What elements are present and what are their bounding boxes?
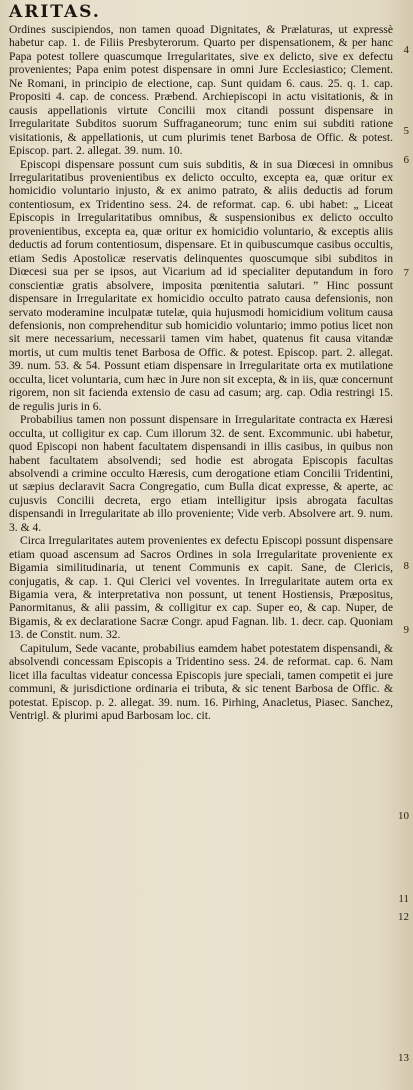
- margin-number: 9: [403, 624, 409, 636]
- margin-number: 7: [403, 267, 409, 279]
- paragraph-3: Probabilius tamen non possunt dispensare in Irregularitate contracta ex Hæresi occulta, ut colligitur ex cap. Cum illorum 32. de sent. Excommunic. ubi habetur, quod Episcopi non habent facultatem dispensandi in illis casibus, in quibus non habent facultatem absolvendi; sed hodie est abrogata Episcopis facultas absolvendi a crimine occulto Hæresis, cum derogatione etiam Concilii Tridentini, ut sæpius declaravit Sacra Congregatio, cum Bulla dicat expresse, & aperte, ac cujusvis Concilii decreta, ergo etiam intelligitur ipsis abrogata facultas dispensandi in Irregularitate ab illo proveniente; Vide verb. Absolvere art. 9. num. 3. & 4.: [9, 413, 393, 534]
- margin-number: 8: [403, 560, 409, 572]
- paragraph-5: Capitulum, Sede vacante, probabilius eamdem habet potestatem dispensandi, & absolvendi concessam Episcopis a Tridentino sess. 24. de reformat. cap. 6. Nam licet illa facultas videatur concessa Episcopis jure speciali, tamen competit ei jure communi, & jurisdictione ordinaria ei tributa, & sic tenent Barbosa de Offic. & potestat. Episcop. p. 2. allegat. 39. num. 16. Pirhing, Anacletus, Piasec. Sanchez, Ventrigl. & plurimi apud Barbosam loc. cit.: [9, 641, 393, 723]
- margin-number: 10: [398, 810, 409, 822]
- margin-number: 5: [403, 125, 409, 137]
- paragraph-2: Episcopi dispensare possunt cum suis subditis, & in sua Diœcesi in omnibus Irregularitatibus provenientibus ex delicto occulto, excepta ea, quæ oritur ex homicidio voluntario injusto, & ex animo patrato, & aliis deductis ad forum contentiosum, ex Tridentino sess. 24. de reformat. cap. 6. ubi habet: „ Liceat Episcopis in Irregularitatibus omnibus, & suspensionibus ex delicto occulto provenientibus, excepta ea, quæ oritur ex homicidio voluntario, & exceptis aliis deductis ad forum contentiosum, dispensare. Et in quibuscumque casibus occultis, etiam Sedis Apostolicæ reservatis delinquentes quoscumque sibi subditos in Diœcesi sua per se ipsos, aut Vicarium ad id specialiter deputandum in foro conscientiæ gratis absolvere, imposita pœnitentia salutari. ” Hinc possunt dispensare in Irregularitate ex homicidio occulto patrato causa defensionis, non servato moderamine inculpatæ tutelæ, quia hujusmodi homicidium volitum causa defensionis, non comprehenditur sub homicidio voluntario; immo potius licet non sit mere necessarium, necessarii tamen vim habet, quatenus fit causa vitandæ mortis, ut cum multis tenet Barbosa de Offic. & potest. Episcop. part. 2. allegat. 39. num. 53. & 54. Possunt etiam dispensare in Irregularitate orta ex mutilatione occulta, licet voluntaria, cum hæc in Jure non sit excepta, & in iis, quæ concernunt rigorem, non sit facienda extensio de casu ad casum; arg. cap. Odia restringi 15. de regulis juris in 6.: [9, 157, 393, 413]
- body-text: [9, 23, 393, 723]
- margin-number: 13: [398, 1052, 409, 1064]
- running-head: ARITAS.: [9, 2, 101, 22]
- margin-number: 6: [403, 154, 409, 166]
- margin-numbers: [395, 0, 411, 1090]
- paragraph-1: Ordines suscipiendos, non tamen quoad Dignitates, & Prælaturas, ut expressè habetur cap. 1. de Filiis Presbyterorum. Quarto per dispensationem, & per hanc Papa potest tollere quascumque Irregularitates, sive ex delicto, sive ex defectu provenientes; Papa enim potest dispensare in omni Jure Ecclesiastico; Clement. Ne Romani, in principio de electione, cap. Sunt quidam 6. caus. 25. q. 1. cap. Propositi 4. cap. de concess. Præbend. Archiepiscopi in actu visitationis, & in causis appellationis virtute Concilii mox citandi possunt dispensare in Irregularitate Subditos suorum Suffraganeorum; tunc enim sui subditi ratione visitationis, & appellationis, ut cum plurimis tenet Barbosa de Offic. & potest. Episcop. part. 2. allegat. 39. num. 10.: [9, 23, 393, 158]
- margin-number: 4: [403, 44, 409, 56]
- margin-number: 12: [398, 911, 409, 923]
- paragraph-4: Circa Irregularitates autem provenientes ex defectu Episcopi possunt dispensare etiam quoad ascensum ad Sacros Ordines in sola Irregularitate proveniente ex Bigamia similitudinaria, ut tenent Communis ex capit. Sane, de Clericis, conjugatis, & cap. 1. Qui Clerici vel voventes. In Irregularitate autem orta ex Bigamia vera, & interpretativa non possunt, ut tenent Hostiensis, Præpositus, Panormitanus, & alii passim, & colligitur ex cap. Super eo, & cap. Nuper, de Bigamis, & ex declaratione Sacræ Congr. apud Fagnan. lib. 1. decr. cap. Quoniam 13. de Constit. num. 32.: [9, 534, 393, 642]
- margin-number: 11: [398, 893, 409, 905]
